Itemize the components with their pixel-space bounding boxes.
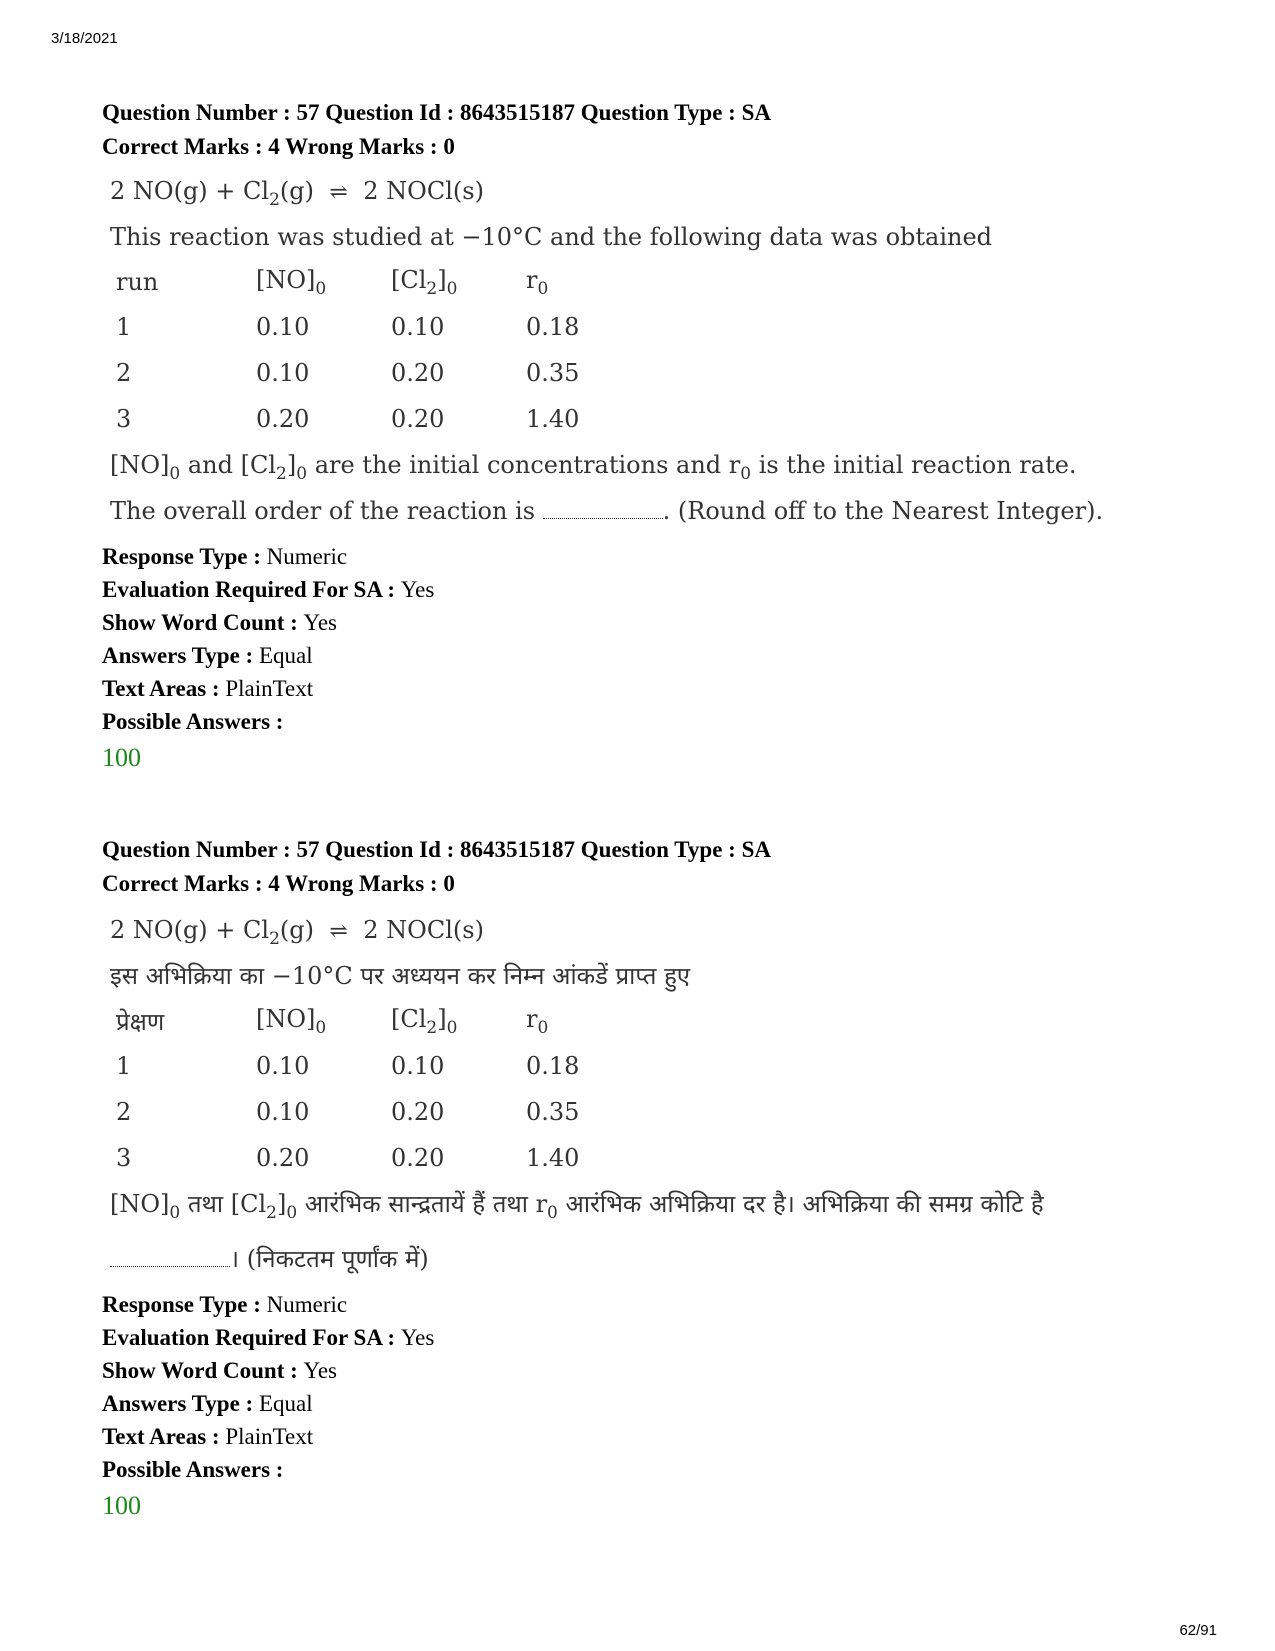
note-text: [NO] bbox=[110, 1190, 170, 1218]
cell-r0: 0.18 bbox=[526, 1052, 580, 1080]
answer-blank bbox=[543, 504, 663, 519]
rate-data-table bbox=[110, 999, 646, 1181]
meta-key: Possible Answers : bbox=[102, 1456, 284, 1482]
header-text: [NO] bbox=[256, 1004, 316, 1033]
cell-run: 1 bbox=[116, 1052, 132, 1080]
cell-run: 2 bbox=[116, 1098, 132, 1126]
meta-key: Text Areas : bbox=[102, 1423, 226, 1449]
question-metadata bbox=[102, 540, 1192, 776]
cell-no: 0.10 bbox=[256, 313, 310, 341]
answers-type bbox=[102, 639, 1192, 672]
prompt-text: The overall order of the reaction is bbox=[110, 497, 543, 525]
col-header-run: प्रेक्षण bbox=[116, 1007, 165, 1036]
marks-line: Correct Marks : 4 Wrong Marks : 0 bbox=[102, 134, 455, 159]
meta-value: Equal bbox=[258, 643, 313, 668]
question-prompt bbox=[110, 488, 1192, 534]
question-meta-line: Question Number : 57 Question Id : 8643515187 Question Type : SA bbox=[102, 100, 771, 125]
note-text: [NO] bbox=[110, 451, 170, 479]
header-text: ] bbox=[437, 1004, 447, 1033]
reaction-rhs: 2 NOCl(s) bbox=[363, 916, 484, 944]
col-header-cl2 bbox=[391, 999, 526, 1043]
meta-value: Equal bbox=[258, 1390, 313, 1416]
header-text: [NO] bbox=[256, 265, 316, 294]
definition-note bbox=[110, 442, 1192, 488]
cell-r0: 0.35 bbox=[526, 1098, 580, 1126]
cell-cl2: 0.10 bbox=[391, 313, 445, 341]
evaluation-required bbox=[102, 573, 1192, 606]
table-row bbox=[110, 396, 646, 442]
definition-note bbox=[110, 1181, 1160, 1236]
subscript: 0 bbox=[537, 278, 549, 299]
subscript: 0 bbox=[315, 278, 327, 299]
table-row bbox=[110, 1135, 646, 1181]
col-header-run: run bbox=[116, 268, 159, 296]
col-header-cl2 bbox=[391, 260, 526, 304]
meta-key: Possible Answers : bbox=[102, 709, 284, 734]
subscript: 0 bbox=[446, 1017, 458, 1038]
marks-line: Correct Marks : 4 Wrong Marks : 0 bbox=[102, 871, 455, 896]
col-header-r0 bbox=[526, 999, 646, 1043]
cell-no: 0.20 bbox=[256, 1144, 310, 1172]
cell-run: 3 bbox=[116, 405, 132, 433]
page-number: 62/91 bbox=[1179, 1622, 1217, 1639]
meta-value: Yes bbox=[303, 610, 337, 635]
meta-value: PlainText bbox=[225, 1423, 314, 1449]
possible-answer-value: 100 bbox=[102, 1490, 141, 1520]
meta-key: Answers Type : bbox=[102, 643, 259, 668]
cell-r0: 0.35 bbox=[526, 359, 580, 387]
header-text: [Cl bbox=[391, 265, 427, 294]
intro-text: This reaction was studied at −10°C and the following data was obtained bbox=[110, 223, 993, 251]
cell-cl2: 0.20 bbox=[391, 1144, 445, 1172]
subscript: 0 bbox=[169, 1202, 181, 1223]
meta-value: Yes bbox=[400, 1324, 435, 1350]
subscript: 0 bbox=[740, 463, 752, 484]
print-date: 3/18/2021 bbox=[51, 30, 118, 47]
question-metadata bbox=[102, 1288, 1192, 1524]
equilibrium-arrow-icon: ⇌ bbox=[329, 919, 348, 944]
subscript: 0 bbox=[169, 463, 181, 484]
cell-r0: 0.18 bbox=[526, 313, 580, 341]
table-row bbox=[110, 350, 646, 396]
question-body bbox=[110, 168, 1192, 534]
subscript: 2 bbox=[426, 278, 438, 299]
meta-key: Show Word Count : bbox=[102, 1357, 304, 1383]
possible-answers-label bbox=[102, 705, 1192, 738]
evaluation-required bbox=[102, 1321, 1192, 1354]
equilibrium-arrow-icon: ⇌ bbox=[329, 180, 348, 205]
question-body bbox=[110, 907, 1192, 1282]
note-text: आरंभिक अभिक्रिया दर है। अभिक्रिया की समग्र कोटि है bbox=[557, 1190, 1044, 1218]
cell-cl2: 0.10 bbox=[391, 1052, 445, 1080]
intro-text: इस अभिक्रिया का −10°C पर अध्ययन कर निम्न आंकडें प्राप्त हुए bbox=[110, 962, 691, 990]
meta-value: Yes bbox=[303, 1357, 337, 1383]
cell-no: 0.20 bbox=[256, 405, 310, 433]
reaction-lhs-end: (g) bbox=[279, 916, 314, 944]
meta-value: PlainText bbox=[225, 676, 314, 701]
cell-run: 1 bbox=[116, 313, 132, 341]
header-text: [Cl bbox=[391, 1004, 427, 1033]
answers-type bbox=[102, 1387, 1192, 1420]
possible-answer-value: 100 bbox=[102, 743, 141, 772]
reaction-rhs: 2 NOCl(s) bbox=[363, 177, 484, 205]
reaction-lhs-end: (g) bbox=[279, 177, 314, 205]
cell-r0: 1.40 bbox=[526, 1144, 580, 1172]
subscript: 2 bbox=[269, 189, 280, 210]
header-text: r bbox=[526, 265, 538, 294]
meta-value: Numeric bbox=[266, 1291, 348, 1317]
text-areas bbox=[102, 672, 1192, 705]
subscript: 0 bbox=[446, 278, 458, 299]
question-meta-line: Question Number : 57 Question Id : 8643515187 Question Type : SA bbox=[102, 837, 771, 862]
show-word-count bbox=[102, 1354, 1192, 1387]
subscript: 0 bbox=[537, 1017, 549, 1038]
subscript: 0 bbox=[286, 1202, 298, 1223]
question-header bbox=[102, 833, 1192, 901]
cell-cl2: 0.20 bbox=[391, 359, 445, 387]
prompt-text: . (Round off to the Nearest Integer). bbox=[662, 497, 1104, 525]
meta-key: Answers Type : bbox=[102, 1390, 259, 1416]
reaction-equation bbox=[110, 907, 1192, 953]
response-type bbox=[102, 540, 1192, 573]
question-prompt bbox=[110, 1236, 1192, 1282]
meta-key: Show Word Count : bbox=[102, 610, 304, 635]
table-header-row bbox=[110, 260, 646, 304]
cell-run: 3 bbox=[116, 1144, 132, 1172]
note-text: आरंभिक सान्द्रतायें हैं तथा r bbox=[297, 1190, 548, 1218]
reaction-lhs: 2 NO(g) + Cl bbox=[110, 177, 270, 205]
cell-r0: 1.40 bbox=[526, 405, 580, 433]
meta-value: Numeric bbox=[266, 544, 348, 569]
note-text: ] bbox=[286, 451, 297, 479]
text-areas bbox=[102, 1420, 1192, 1453]
cell-cl2: 0.20 bbox=[391, 1098, 445, 1126]
note-text: तथा [Cl bbox=[180, 1190, 267, 1218]
subscript: 2 bbox=[269, 928, 280, 949]
reaction-lhs: 2 NO(g) + Cl bbox=[110, 916, 270, 944]
meta-key: Text Areas : bbox=[102, 676, 226, 701]
note-text: are the initial concentrations and r bbox=[307, 451, 741, 479]
table-row bbox=[110, 304, 646, 350]
answer-blank bbox=[110, 1252, 230, 1267]
table-row bbox=[110, 1089, 646, 1135]
question-block-english bbox=[102, 96, 1192, 776]
meta-key: Response Type : bbox=[102, 1291, 267, 1317]
possible-answers-label bbox=[102, 1453, 1192, 1486]
show-word-count bbox=[102, 606, 1192, 639]
col-header-no bbox=[256, 260, 391, 304]
subscript: 2 bbox=[276, 463, 287, 484]
note-text: is the initial reaction rate. bbox=[751, 451, 1077, 479]
cell-no: 0.10 bbox=[256, 359, 310, 387]
subscript: 0 bbox=[547, 1202, 558, 1223]
header-text: r bbox=[526, 1004, 538, 1033]
question-header bbox=[102, 96, 1192, 164]
meta-key: Response Type : bbox=[102, 544, 267, 569]
header-text: ] bbox=[437, 265, 447, 294]
col-header-r0 bbox=[526, 260, 646, 304]
rate-data-table bbox=[110, 260, 646, 442]
cell-no: 0.10 bbox=[256, 1098, 310, 1126]
question-block-hindi bbox=[102, 833, 1192, 1524]
cell-cl2: 0.20 bbox=[391, 405, 445, 433]
table-row bbox=[110, 1043, 646, 1089]
note-text: ] bbox=[276, 1190, 287, 1218]
subscript: 2 bbox=[266, 1202, 277, 1223]
meta-key: Evaluation Required For SA : bbox=[102, 1324, 401, 1350]
subscript: 2 bbox=[426, 1017, 438, 1038]
subscript: 0 bbox=[315, 1017, 327, 1038]
meta-key: Evaluation Required For SA : bbox=[102, 577, 401, 602]
reaction-equation bbox=[110, 168, 1192, 214]
note-text: and [Cl bbox=[180, 451, 277, 479]
cell-run: 2 bbox=[116, 359, 132, 387]
subscript: 0 bbox=[296, 463, 308, 484]
col-header-no bbox=[256, 999, 391, 1043]
response-type bbox=[102, 1288, 1192, 1321]
meta-value: Yes bbox=[400, 577, 435, 602]
table-header-row bbox=[110, 999, 646, 1043]
cell-no: 0.10 bbox=[256, 1052, 310, 1080]
prompt-text: । (निकटतम पूर्णांक में) bbox=[230, 1244, 429, 1273]
